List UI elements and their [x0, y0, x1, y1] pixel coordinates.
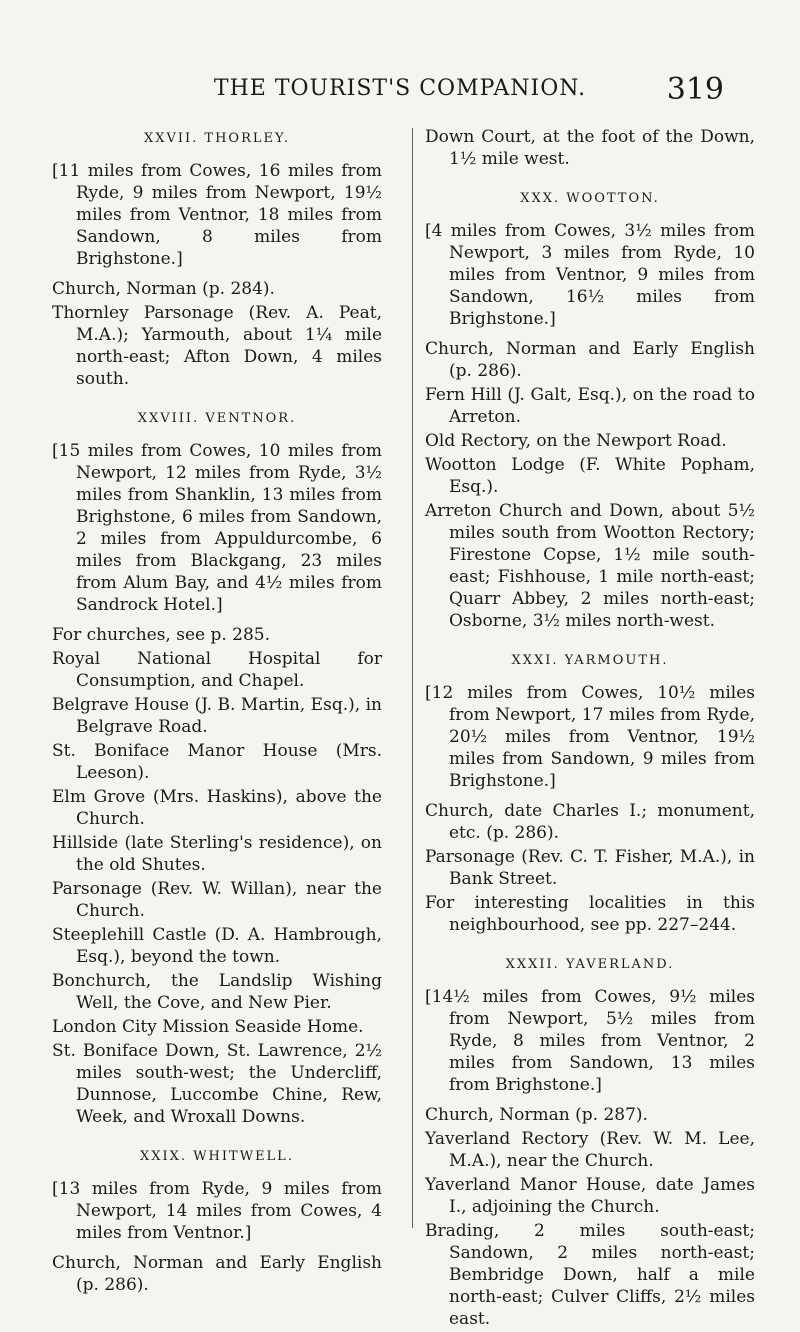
column-divider: [412, 128, 413, 1228]
entry-paragraph: Arreton Church and Down, about 5½ miles south from Wootton Rectory; Firestone Copse, 1½ mile south-east; Fishhouse, 1 mile north-east; Quarr Abbey, 2 miles north-east; Osborne, 3½ miles north-west.: [425, 501, 755, 631]
distances-paragraph: [14½ miles from Cowes, 9½ miles from Newport, 5½ miles from Ryde, 8 miles from Ventnor, 2 miles from Sandown, 13 miles from Brighstone.]: [425, 987, 755, 1095]
section-title: XXVIII. VENTNOR.: [137, 411, 297, 426]
distances-paragraph: [15 miles from Cowes, 10 miles from Newport, 12 miles from Ryde, 3½ miles from Shanklin, 13 miles from Brighstone, 6 miles from Sandown, 2 miles from Appuldurcombe, 6 miles from Blackgang, 23 miles from Alum Bay, and 4½ miles from Sandrock Hotel.]: [52, 441, 382, 615]
entry-paragraph: Fern Hill (J. Galt, Esq.), on the road to Arreton.: [425, 385, 755, 427]
distances-paragraph: [13 miles from Ryde, 9 miles from Newport, 14 miles from Cowes, 4 miles from Ventnor.]: [52, 1179, 382, 1243]
entry-paragraph: Old Rectory, on the Newport Road.: [425, 431, 727, 451]
page-number: 319: [666, 72, 724, 107]
gazetteer-section: [425, 650, 755, 936]
entry-paragraph: Bonchurch, the Landslip Wishing Well, the Cove, and New Pier.: [52, 971, 382, 1013]
entry-paragraph: Church, Norman (p. 284).: [52, 279, 275, 299]
distances-paragraph: [12 miles from Cowes, 10½ miles from Newport, 17 miles from Ryde, 20½ miles from Ventnor, 19½ miles from Sandown, 9 miles from Brighstone.]: [425, 683, 755, 791]
entry-paragraph: St. Boniface Down, St. Lawrence, 2½ miles south-west; the Undercliff, Dunnose, Luccombe Chine, Rew, Week, and Wroxall Downs.: [52, 1041, 382, 1127]
section-title: XXIX. WHITWELL.: [140, 1149, 294, 1164]
entry-paragraph: For interesting localities in this neighbourhood, see pp. 227–244.: [425, 893, 755, 935]
entry-paragraph: Elm Grove (Mrs. Haskins), above the Church.: [52, 787, 382, 829]
page-header: [0, 72, 800, 112]
running-title: THE TOURIST'S COMPANION.: [213, 76, 587, 101]
section-title: XXVII. THORLEY.: [143, 131, 291, 146]
entry-paragraph: Royal National Hospital for Consumption, and Chapel.: [52, 649, 382, 691]
entry-paragraph: London City Mission Seaside Home.: [52, 1017, 364, 1037]
entry-paragraph: Belgrave House (J. B. Martin, Esq.), in Belgrave Road.: [52, 695, 382, 737]
distances-paragraph: [4 miles from Cowes, 3½ miles from Newport, 3 miles from Ryde, 10 miles from Ventnor, 9 miles from Sandown, 16½ miles from Brighstone.]: [425, 221, 755, 329]
continuation-text: Down Court, at the foot of the Down, 1½ mile west.: [425, 127, 755, 169]
gazetteer-section: [52, 408, 382, 1128]
entry-paragraph: For churches, see p. 285.: [52, 625, 271, 645]
gazetteer-section: [425, 188, 755, 632]
entry-paragraph: Church, Norman (p. 287).: [425, 1105, 648, 1125]
left-column: [52, 126, 382, 1298]
gazetteer-section: [425, 954, 755, 1330]
entry-paragraph: Hillside (late Sterling's residence), on the old Shutes.: [52, 833, 382, 875]
section-title: XXX. WOOTTON.: [520, 191, 660, 206]
gazetteer-section: [52, 1146, 382, 1296]
entry-paragraph: Wootton Lodge (F. White Popham, Esq.).: [425, 455, 755, 497]
entry-paragraph: Yaverland Manor House, date James I., adjoining the Church.: [425, 1175, 755, 1217]
entry-paragraph: Brading, 2 miles south-east; Sandown, 2 miles north-east; Bembridge Down, half a mile north-east; Culver Cliffs, 2½ miles east.: [425, 1221, 755, 1329]
section-title: XXXI. YARMOUTH.: [511, 653, 669, 668]
entry-paragraph: Church, Norman and Early English (p. 286).: [425, 339, 755, 381]
entry-paragraph: Parsonage (Rev. W. Willan), near the Church.: [52, 879, 382, 921]
entry-paragraph: Church, Norman and Early English (p. 286).: [52, 1253, 382, 1295]
entry-paragraph: Thornley Parsonage (Rev. A. Peat, M.A.); Yarmouth, about 1¼ mile north-east; Afton Down, 4 miles south.: [52, 303, 382, 389]
entry-paragraph: Steeplehill Castle (D. A. Hambrough, Esq.), beyond the town.: [52, 925, 382, 967]
distances-paragraph: [11 miles from Cowes, 16 miles from Ryde, 9 miles from Newport, 19½ miles from Ventnor, 18 miles from Sandown, 8 miles from Brighstone.]: [52, 161, 382, 269]
section-title: XXXII. YAVERLAND.: [505, 957, 675, 972]
entry-paragraph: Parsonage (Rev. C. T. Fisher, M.A.), in Bank Street.: [425, 847, 755, 889]
entry-paragraph: St. Boniface Manor House (Mrs. Leeson).: [52, 741, 382, 783]
right-column: [425, 126, 755, 1332]
entry-paragraph: Church, date Charles I.; monument, etc. (p. 286).: [425, 801, 755, 843]
entry-paragraph: Yaverland Rectory (Rev. W. M. Lee, M.A.), near the Church.: [425, 1129, 755, 1171]
gazetteer-section: [52, 128, 382, 390]
